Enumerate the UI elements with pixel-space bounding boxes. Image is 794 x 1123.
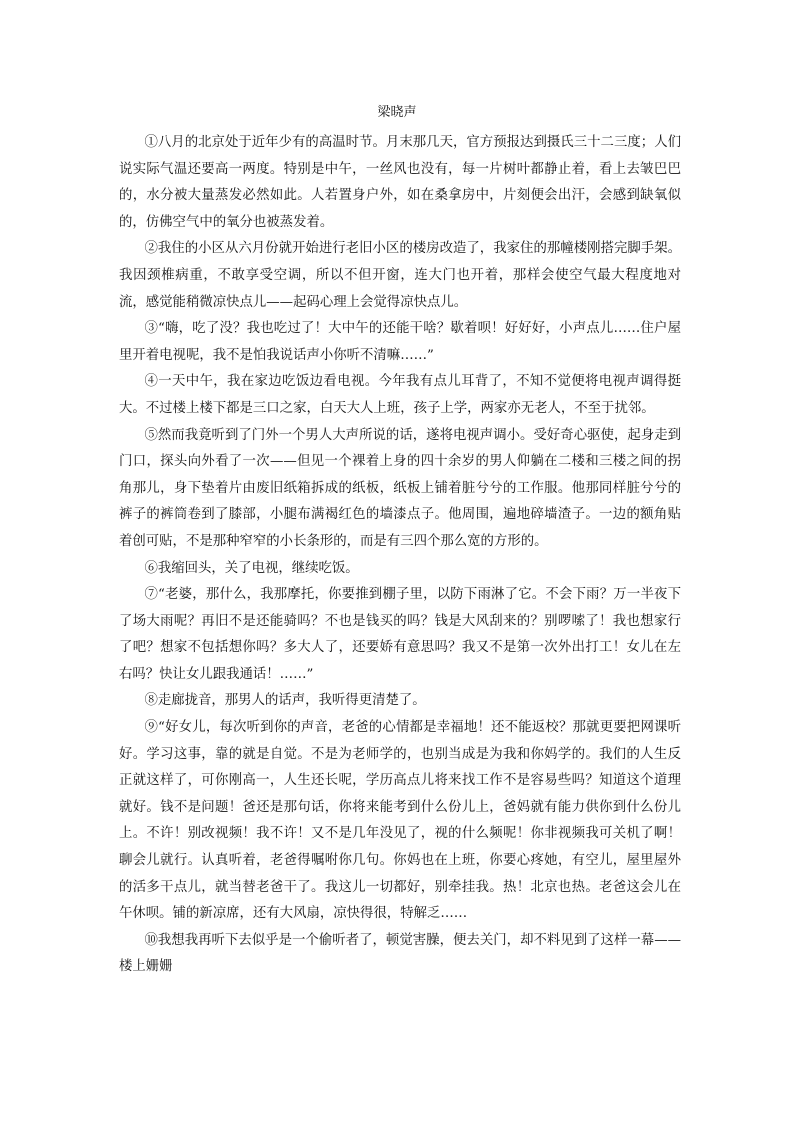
paragraph-4: ④一天中午，我在家边吃饭边看电视。今年我有点儿耳背了，不知不觉便将电视声调得挺大。不过楼上楼下都是三口之家，白天大人上班，孩子上学，两家亦无老人，不至于扰邻。 xyxy=(119,374,681,416)
paragraph-3: ③“嗨，吃了没？我也吃过了！大中午的还能干啥？歇着呗！好好好，小声点儿……住户屋里开着电视呢，我不是怕我说话声小你听不清嘛……” xyxy=(119,321,681,363)
paragraph-7: ⑦“老婆，那什么，我那摩托，你要推到棚子里，以防下雨淋了它。不会下雨？万一半夜下了场大雨呢？再旧不是还能骑吗？不也是钱买的吗？钱是大风刮来的？别啰嗦了！我也想家行了吧？想家不包括想你吗？多大人了，还要娇有意思吗？我又不是第一次外出打工！女儿在左右吗？快让女儿跟我通话！……” xyxy=(119,587,681,682)
paragraph-1: ①八月的北京处于近年少有的高温时节。月末那几天，官方预报达到摄氏三十二三度；人们说实际气温还要高一两度。特别是中午，一丝风也没有，每一片树叶都静止着，看上去皱巴巴的，水分被大量蒸发必然如此。人若置身户外，如在桑拿房中，片刻便会出汗，会感到缺氧似的，仿佛空气中的氧分也被蒸发着。 xyxy=(119,135,681,230)
paragraph-5: ⑤然而我竟听到了门外一个男人大声所说的话，遂将电视声调小。受好奇心驱使，起身走到门口，探头向外看了一次——但见一个裸着上身的四十余岁的男人仰躺在二楼和三楼之间的拐角那儿，身下垫着片由废旧纸箱拆成的纸板，纸板上铺着脏兮兮的工作服。他那同样脏兮兮的裤子的裤筒卷到了膝部，小腿布满褐红色的墙漆点子。他周围，遍地碎墙渣子。一边的额角贴着创可贴，不是那种窄窄的小长条形的，而是有三四个那么宽的方形的。 xyxy=(119,427,681,549)
paragraph-2: ②我住的小区从六月份就开始进行老旧小区的楼房改造了，我家住的那幢楼刚搭完脚手架。我因颈椎病重，不敢享受空调，所以不但开窗，连大门也开着，那样会使空气最大程度地对流，感觉能稍微凉快点儿——起码心理上会觉得凉快点儿。 xyxy=(119,241,681,310)
paragraph-10: ⑩我想我再听下去似乎是一个偷听者了，顿觉害臊，便去关门，却不料见到了这样一幕——楼上姗姗 xyxy=(119,932,681,975)
paragraph-8: ⑧走廊拢音，那男人的话声，我听得更清楚了。 xyxy=(144,693,426,709)
author-name: 梁晓声 xyxy=(377,105,417,120)
article-body xyxy=(119,130,681,981)
paragraph-9: ⑨“好女儿，每次听到你的声音，老爸的心情都是幸福地！还不能返校？那就更要把网课听好。学习这事，靠的就是自觉。不是为老师学的，也别当成是为我和你妈学的。我们的人生反正就这样了，可你刚高一，人生还长呢，学历高点儿将来找工作不是容易些吗？知道这个道理就好。钱不是问题！爸还是那句话，你将来能考到什么份儿上，爸妈就有能力供你到什么份儿上。不许！别改视频！我不许！又不是几年没见了，视的什么频呢！你非视频我可关机了啊！聊会儿就行。认真听着，老爸得嘱咐你几句。你妈也在上班，你要心疼她，有空儿，屋里屋外的活多干点儿，就当替老爸干了。我这儿一切都好，别牵挂我。热！北京也热。老爸这会儿在午休呗。铺的新凉席，还有大风扇，凉快得很，特解乏…… xyxy=(119,720,681,922)
paragraph-6: ⑥我缩回头，关了电视，继续吃饭。 xyxy=(144,560,359,576)
